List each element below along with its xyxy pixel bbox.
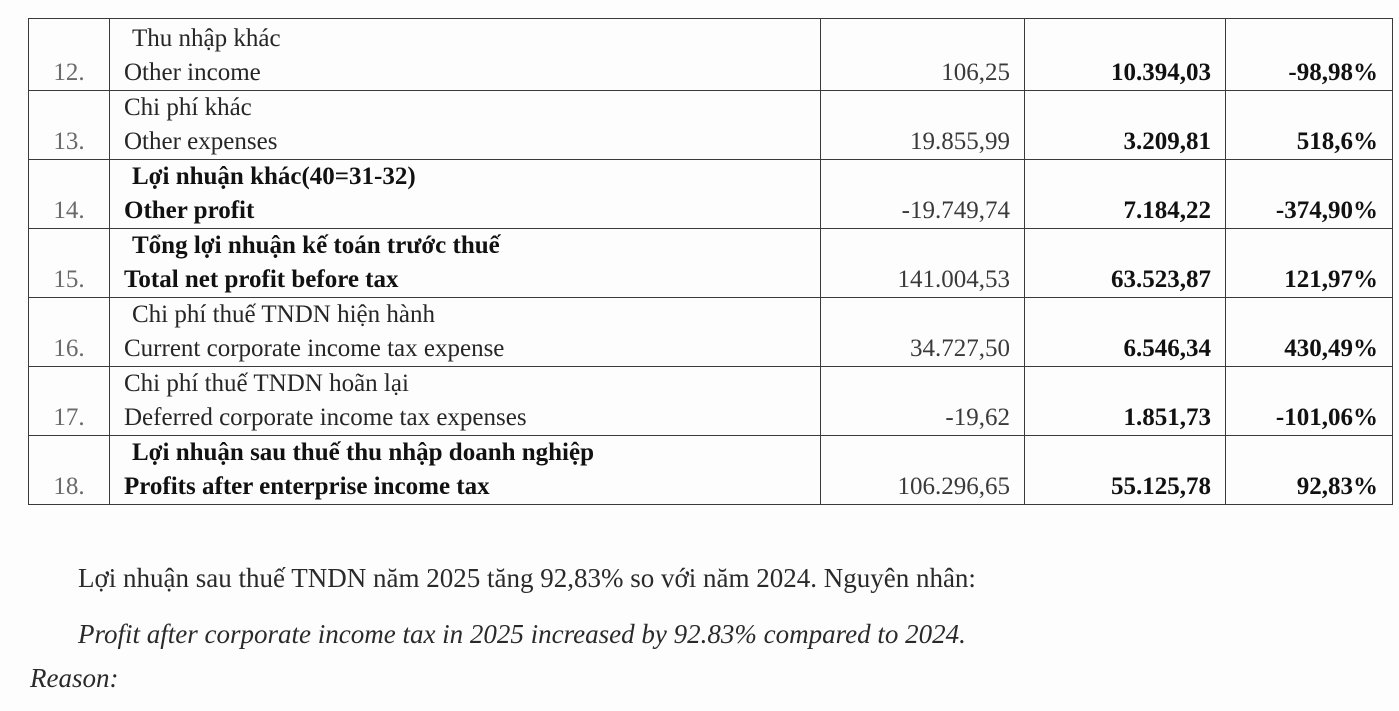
item-label-vi: Tổng lợi nhuận kế toán trước thuế <box>132 232 500 259</box>
value-change: 92,83% <box>1226 436 1393 505</box>
value-2025: 34.727,50 <box>821 298 1025 367</box>
conclusion-paragraph-vi: Lợi nhuận sau thuế TNDN năm 2025 tăng 92,83% so với năm 2024. Nguyên nhân: <box>78 563 976 593</box>
value-2025: 106.296,65 <box>821 436 1025 505</box>
item-label-en: Other income <box>124 59 261 86</box>
value-change: -374,90% <box>1226 160 1393 229</box>
item-label-vi: Chi phí khác <box>124 94 252 121</box>
item-label-vi: Lợi nhuận khác(40=31-32) <box>132 163 416 190</box>
item-label-en: Other expenses <box>124 128 278 155</box>
reason-label: Reason: <box>30 663 119 693</box>
value-2024: 10.394,03 <box>1025 19 1226 91</box>
value-2025: -19.749,74 <box>821 160 1025 229</box>
value-change: -98,98% <box>1226 19 1393 91</box>
value-2024: 6.546,34 <box>1025 298 1226 367</box>
value-2024: 7.184,22 <box>1025 160 1226 229</box>
value-2024: 55.125,78 <box>1025 436 1226 505</box>
value-2025: 106,25 <box>821 19 1025 91</box>
financial-table <box>28 18 1393 505</box>
item-label-en: Profits after enterprise income tax <box>124 473 490 500</box>
row-item <box>110 160 821 229</box>
item-label-vi: Thu nhập khác <box>132 25 281 52</box>
row-number: 14. <box>29 160 110 229</box>
row-number: 12. <box>29 19 110 91</box>
value-2024: 3.209,81 <box>1025 91 1226 160</box>
value-2025: 141.004,53 <box>821 229 1025 298</box>
row-item <box>110 229 821 298</box>
table-row <box>29 229 1393 298</box>
row-number: 16. <box>29 298 110 367</box>
value-2025: 19.855,99 <box>821 91 1025 160</box>
table-row <box>29 19 1393 91</box>
item-label-en: Total net profit before tax <box>124 266 399 293</box>
table-row <box>29 367 1393 436</box>
item-label-vi: Chi phí thuế TNDN hiện hành <box>132 301 435 328</box>
row-item <box>110 436 821 505</box>
value-2025: -19,62 <box>821 367 1025 436</box>
row-number: 17. <box>29 367 110 436</box>
table-row <box>29 298 1393 367</box>
item-label-en: Current corporate income tax expense <box>124 335 505 362</box>
value-2024: 63.523,87 <box>1025 229 1226 298</box>
value-change: -101,06% <box>1226 367 1393 436</box>
value-change: 121,97% <box>1226 229 1393 298</box>
item-label-en: Deferred corporate income tax expenses <box>124 404 527 431</box>
table-row <box>29 160 1393 229</box>
row-number: 15. <box>29 229 110 298</box>
row-item <box>110 367 821 436</box>
item-label-en: Other profit <box>124 197 255 224</box>
value-change: 518,6% <box>1226 91 1393 160</box>
table-row <box>29 91 1393 160</box>
table-row <box>29 436 1393 505</box>
row-item <box>110 91 821 160</box>
item-label-vi: Lợi nhuận sau thuế thu nhập doanh nghiệp <box>132 439 594 466</box>
value-2024: 1.851,73 <box>1025 367 1226 436</box>
value-change: 430,49% <box>1226 298 1393 367</box>
row-item <box>110 298 821 367</box>
item-label-vi: Chi phí thuế TNDN hoãn lại <box>124 370 409 397</box>
row-number: 18. <box>29 436 110 505</box>
row-number: 13. <box>29 91 110 160</box>
conclusion-paragraph-en: Profit after corporate income tax in 2025 increased by 92.83% compared to 2024. <box>78 619 966 649</box>
row-item <box>110 19 821 91</box>
